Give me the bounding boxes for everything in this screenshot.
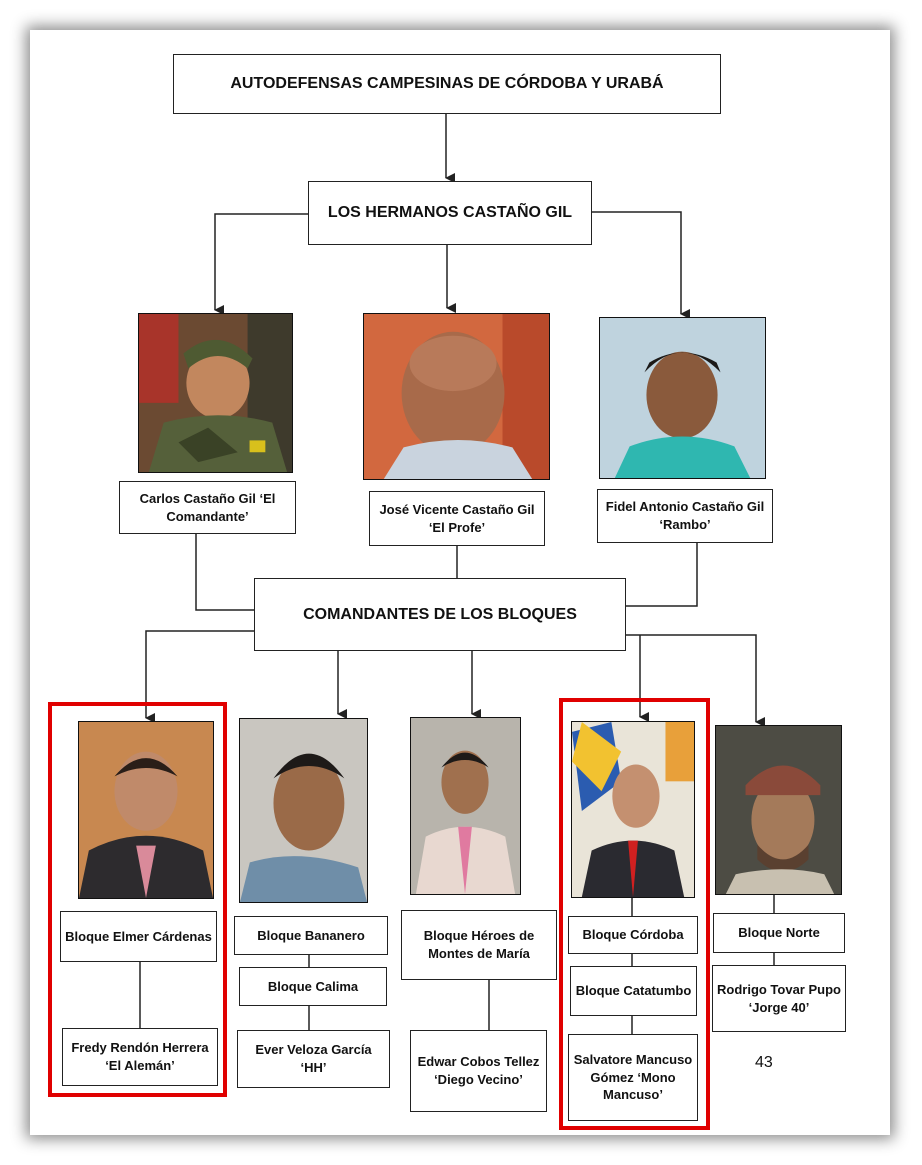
bloque-calima: Bloque Calima xyxy=(239,967,387,1006)
brother-name-carlos: Carlos Castaño Gil ‘El Comandante’ xyxy=(119,481,296,534)
highlight-elmer-cardenas xyxy=(48,702,227,1097)
page-number: 43 xyxy=(755,1054,773,1071)
fidel-castano-photo xyxy=(599,317,766,479)
bloque-cordoba: Bloque Córdoba xyxy=(568,916,698,954)
brother-name-fidel: Fidel Antonio Castaño Gil ‘Rambo’ xyxy=(597,489,773,543)
bloque-norte: Bloque Norte xyxy=(713,913,845,953)
brother-name-jose-vicente: José Vicente Castaño Gil ‘El Profe’ xyxy=(369,491,545,546)
carlos-castano-photo xyxy=(138,313,293,473)
commander-fredy-rendon: Fredy Rendón Herrera ‘El Alemán’ xyxy=(62,1028,218,1086)
bananero-commander-photo xyxy=(239,718,368,903)
heroes-montes-commander-photo xyxy=(410,717,521,895)
commander-edwar-cobos: Edwar Cobos Tellez ‘Diego Vecino’ xyxy=(410,1030,547,1112)
highlight-cordoba xyxy=(559,698,710,1130)
title-box: AUTODEFENSAS CAMPESINAS DE CÓRDOBA Y URABÁ xyxy=(173,54,721,114)
commanders-label-box: COMANDANTES DE LOS BLOQUES xyxy=(254,578,626,651)
bloque-heroes-montes-maria: Bloque Héroes de Montes de María xyxy=(401,910,557,980)
bloque-catatumbo: Bloque Catatumbo xyxy=(570,966,697,1016)
jose-vicente-castano-photo xyxy=(363,313,550,480)
norte-commander-photo xyxy=(715,725,842,895)
bloque-elmer-cardenas: Bloque Elmer Cárdenas xyxy=(60,911,217,962)
bloque-bananero: Bloque Bananero xyxy=(234,916,388,955)
commander-ever-veloza: Ever Veloza García ‘HH’ xyxy=(237,1030,390,1088)
commander-salvatore-mancuso: Salvatore Mancuso Gómez ‘Mono Mancuso’ xyxy=(568,1034,698,1121)
brothers-label-box: LOS HERMANOS CASTAÑO GIL xyxy=(308,181,592,245)
commander-rodrigo-tovar: Rodrigo Tovar Pupo ‘Jorge 40’ xyxy=(712,965,846,1032)
